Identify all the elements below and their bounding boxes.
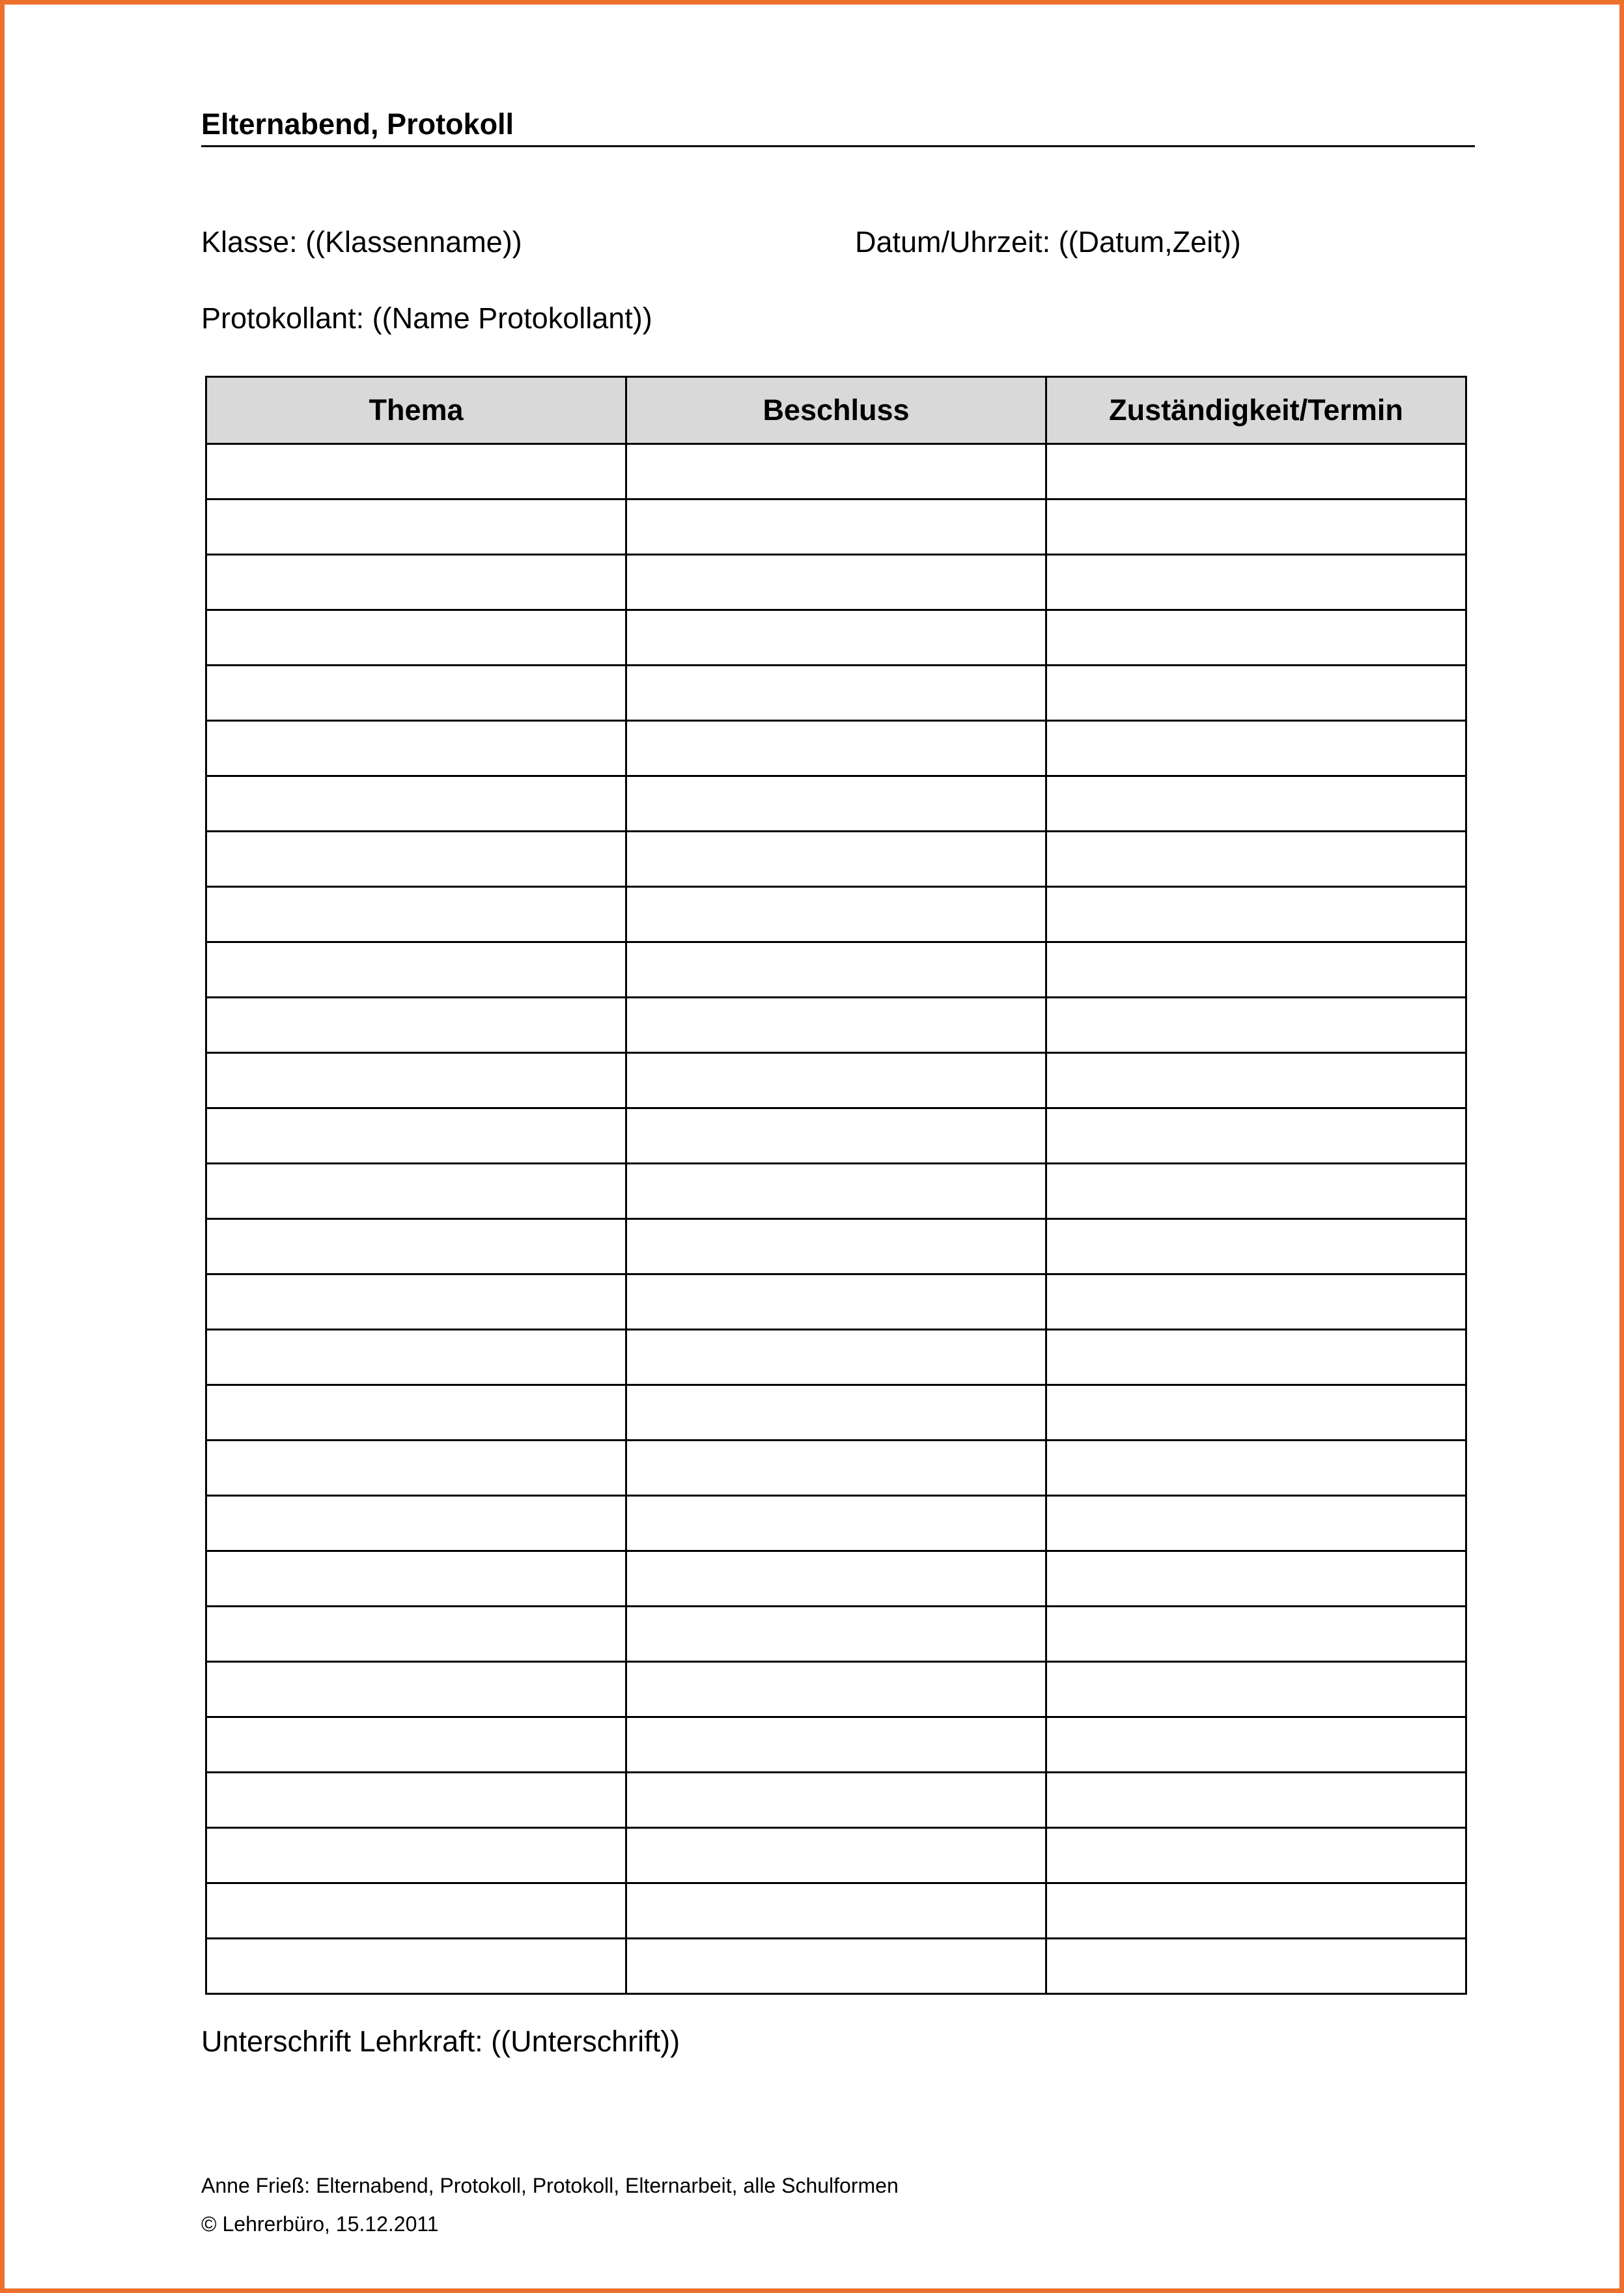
table-row <box>206 1883 1466 1939</box>
table-cell-beschluss[interactable] <box>626 1939 1046 1994</box>
table-cell-zustaendigkeit[interactable] <box>1046 610 1466 666</box>
table-row <box>206 1828 1466 1883</box>
klasse-field: Klasse: ((Klassenname)) <box>201 225 522 259</box>
table-cell-beschluss[interactable] <box>626 1662 1046 1717</box>
table-cell-thema[interactable] <box>206 1939 626 1994</box>
table-row <box>206 942 1466 998</box>
table-header-row <box>206 377 1466 444</box>
table-cell-beschluss[interactable] <box>626 1164 1046 1219</box>
table-cell-thema[interactable] <box>206 832 626 887</box>
table-cell-zustaendigkeit[interactable] <box>1046 832 1466 887</box>
table-cell-thema[interactable] <box>206 555 626 610</box>
table-cell-thema[interactable] <box>206 1717 626 1773</box>
table-cell-zustaendigkeit[interactable] <box>1046 444 1466 499</box>
table-cell-thema[interactable] <box>206 1828 626 1883</box>
table-row <box>206 610 1466 666</box>
table-cell-zustaendigkeit[interactable] <box>1046 1496 1466 1551</box>
table-cell-beschluss[interactable] <box>626 1607 1046 1662</box>
table-cell-zustaendigkeit[interactable] <box>1046 1274 1466 1330</box>
table-row <box>206 776 1466 832</box>
protocol-table <box>205 376 1467 1995</box>
table-row <box>206 832 1466 887</box>
table-cell-beschluss[interactable] <box>626 1108 1046 1164</box>
table-cell-zustaendigkeit[interactable] <box>1046 499 1466 555</box>
document-title: Elternabend, Protokoll <box>201 107 514 141</box>
table-row <box>206 666 1466 721</box>
column-header-zustaendigkeit: Zuständigkeit/Termin <box>1046 377 1466 444</box>
table-cell-beschluss[interactable] <box>626 721 1046 776</box>
table-row <box>206 444 1466 499</box>
table-cell-thema[interactable] <box>206 887 626 942</box>
protocol-table-body <box>206 444 1466 1994</box>
protokollant-field: Protokollant: ((Name Protokollant)) <box>201 302 652 335</box>
table-cell-beschluss[interactable] <box>626 1496 1046 1551</box>
table-cell-thema[interactable] <box>206 1053 626 1108</box>
table-cell-beschluss[interactable] <box>626 776 1046 832</box>
table-cell-beschluss[interactable] <box>626 1219 1046 1274</box>
table-cell-thema[interactable] <box>206 942 626 998</box>
table-cell-thema[interactable] <box>206 610 626 666</box>
table-row <box>206 1164 1466 1219</box>
table-cell-zustaendigkeit[interactable] <box>1046 1883 1466 1939</box>
table-row <box>206 1441 1466 1496</box>
table-cell-thema[interactable] <box>206 444 626 499</box>
table-cell-zustaendigkeit[interactable] <box>1046 1939 1466 1994</box>
footer-copyright: © Lehrerbüro, 15.12.2011 <box>201 2212 439 2236</box>
table-row <box>206 1385 1466 1441</box>
table-cell-thema[interactable] <box>206 1219 626 1274</box>
table-cell-zustaendigkeit[interactable] <box>1046 1717 1466 1773</box>
table-cell-beschluss[interactable] <box>626 1441 1046 1496</box>
title-underline <box>201 145 1475 147</box>
table-cell-thema[interactable] <box>206 1385 626 1441</box>
table-row <box>206 1330 1466 1385</box>
table-cell-zustaendigkeit[interactable] <box>1046 776 1466 832</box>
table-cell-beschluss[interactable] <box>626 1551 1046 1607</box>
table-cell-zustaendigkeit[interactable] <box>1046 1053 1466 1108</box>
table-row <box>206 1219 1466 1274</box>
table-cell-thema[interactable] <box>206 1662 626 1717</box>
table-cell-thema[interactable] <box>206 1274 626 1330</box>
table-row <box>206 887 1466 942</box>
table-cell-thema[interactable] <box>206 1883 626 1939</box>
table-cell-zustaendigkeit[interactable] <box>1046 1385 1466 1441</box>
table-cell-thema[interactable] <box>206 1773 626 1828</box>
table-cell-thema[interactable] <box>206 499 626 555</box>
table-row <box>206 1108 1466 1164</box>
table-cell-thema[interactable] <box>206 1496 626 1551</box>
table-cell-zustaendigkeit[interactable] <box>1046 721 1466 776</box>
table-cell-beschluss[interactable] <box>626 499 1046 555</box>
table-cell-zustaendigkeit[interactable] <box>1046 1108 1466 1164</box>
table-row <box>206 1274 1466 1330</box>
table-row <box>206 721 1466 776</box>
column-header-thema: Thema <box>206 377 626 444</box>
table-cell-beschluss[interactable] <box>626 444 1046 499</box>
table-cell-beschluss[interactable] <box>626 610 1046 666</box>
table-cell-beschluss[interactable] <box>626 1773 1046 1828</box>
table-cell-beschluss[interactable] <box>626 1330 1046 1385</box>
table-cell-thema[interactable] <box>206 721 626 776</box>
footer-source: Anne Frieß: Elternabend, Protokoll, Protokoll, Elternarbeit, alle Schulformen <box>201 2174 899 2197</box>
table-cell-beschluss[interactable] <box>626 887 1046 942</box>
table-row <box>206 1496 1466 1551</box>
protocol-table-wrapper <box>205 376 1467 1995</box>
table-cell-thema[interactable] <box>206 1108 626 1164</box>
table-cell-zustaendigkeit[interactable] <box>1046 1551 1466 1607</box>
table-row <box>206 1939 1466 1994</box>
table-row <box>206 1773 1466 1828</box>
table-cell-zustaendigkeit[interactable] <box>1046 998 1466 1053</box>
table-cell-beschluss[interactable] <box>626 998 1046 1053</box>
table-cell-thema[interactable] <box>206 776 626 832</box>
datum-uhrzeit-field: Datum/Uhrzeit: ((Datum,Zeit)) <box>855 225 1241 259</box>
table-row <box>206 1551 1466 1607</box>
table-cell-beschluss[interactable] <box>626 1385 1046 1441</box>
table-cell-zustaendigkeit[interactable] <box>1046 1607 1466 1662</box>
table-cell-thema[interactable] <box>206 666 626 721</box>
table-cell-zustaendigkeit[interactable] <box>1046 1441 1466 1496</box>
table-cell-beschluss[interactable] <box>626 666 1046 721</box>
table-cell-beschluss[interactable] <box>626 832 1046 887</box>
table-cell-thema[interactable] <box>206 1607 626 1662</box>
table-row <box>206 998 1466 1053</box>
table-cell-zustaendigkeit[interactable] <box>1046 1164 1466 1219</box>
table-row <box>206 555 1466 610</box>
table-row <box>206 1607 1466 1662</box>
table-cell-zustaendigkeit[interactable] <box>1046 887 1466 942</box>
table-cell-zustaendigkeit[interactable] <box>1046 942 1466 998</box>
table-cell-beschluss[interactable] <box>626 1828 1046 1883</box>
table-cell-thema[interactable] <box>206 998 626 1053</box>
table-cell-zustaendigkeit[interactable] <box>1046 1662 1466 1717</box>
table-cell-thema[interactable] <box>206 1551 626 1607</box>
table-row <box>206 1662 1466 1717</box>
table-row <box>206 1717 1466 1773</box>
table-cell-beschluss[interactable] <box>626 1883 1046 1939</box>
table-cell-zustaendigkeit[interactable] <box>1046 1330 1466 1385</box>
table-cell-beschluss[interactable] <box>626 1274 1046 1330</box>
unterschrift-field: Unterschrift Lehrkraft: ((Unterschrift)) <box>201 2025 680 2058</box>
table-cell-thema[interactable] <box>206 1330 626 1385</box>
table-cell-beschluss[interactable] <box>626 1053 1046 1108</box>
table-cell-beschluss[interactable] <box>626 555 1046 610</box>
table-cell-zustaendigkeit[interactable] <box>1046 666 1466 721</box>
table-cell-beschluss[interactable] <box>626 1717 1046 1773</box>
table-cell-zustaendigkeit[interactable] <box>1046 1773 1466 1828</box>
column-header-beschluss: Beschluss <box>626 377 1046 444</box>
table-cell-zustaendigkeit[interactable] <box>1046 1219 1466 1274</box>
table-cell-zustaendigkeit[interactable] <box>1046 555 1466 610</box>
table-cell-zustaendigkeit[interactable] <box>1046 1828 1466 1883</box>
table-row <box>206 499 1466 555</box>
table-cell-beschluss[interactable] <box>626 942 1046 998</box>
table-cell-thema[interactable] <box>206 1164 626 1219</box>
table-row <box>206 1053 1466 1108</box>
table-cell-thema[interactable] <box>206 1441 626 1496</box>
